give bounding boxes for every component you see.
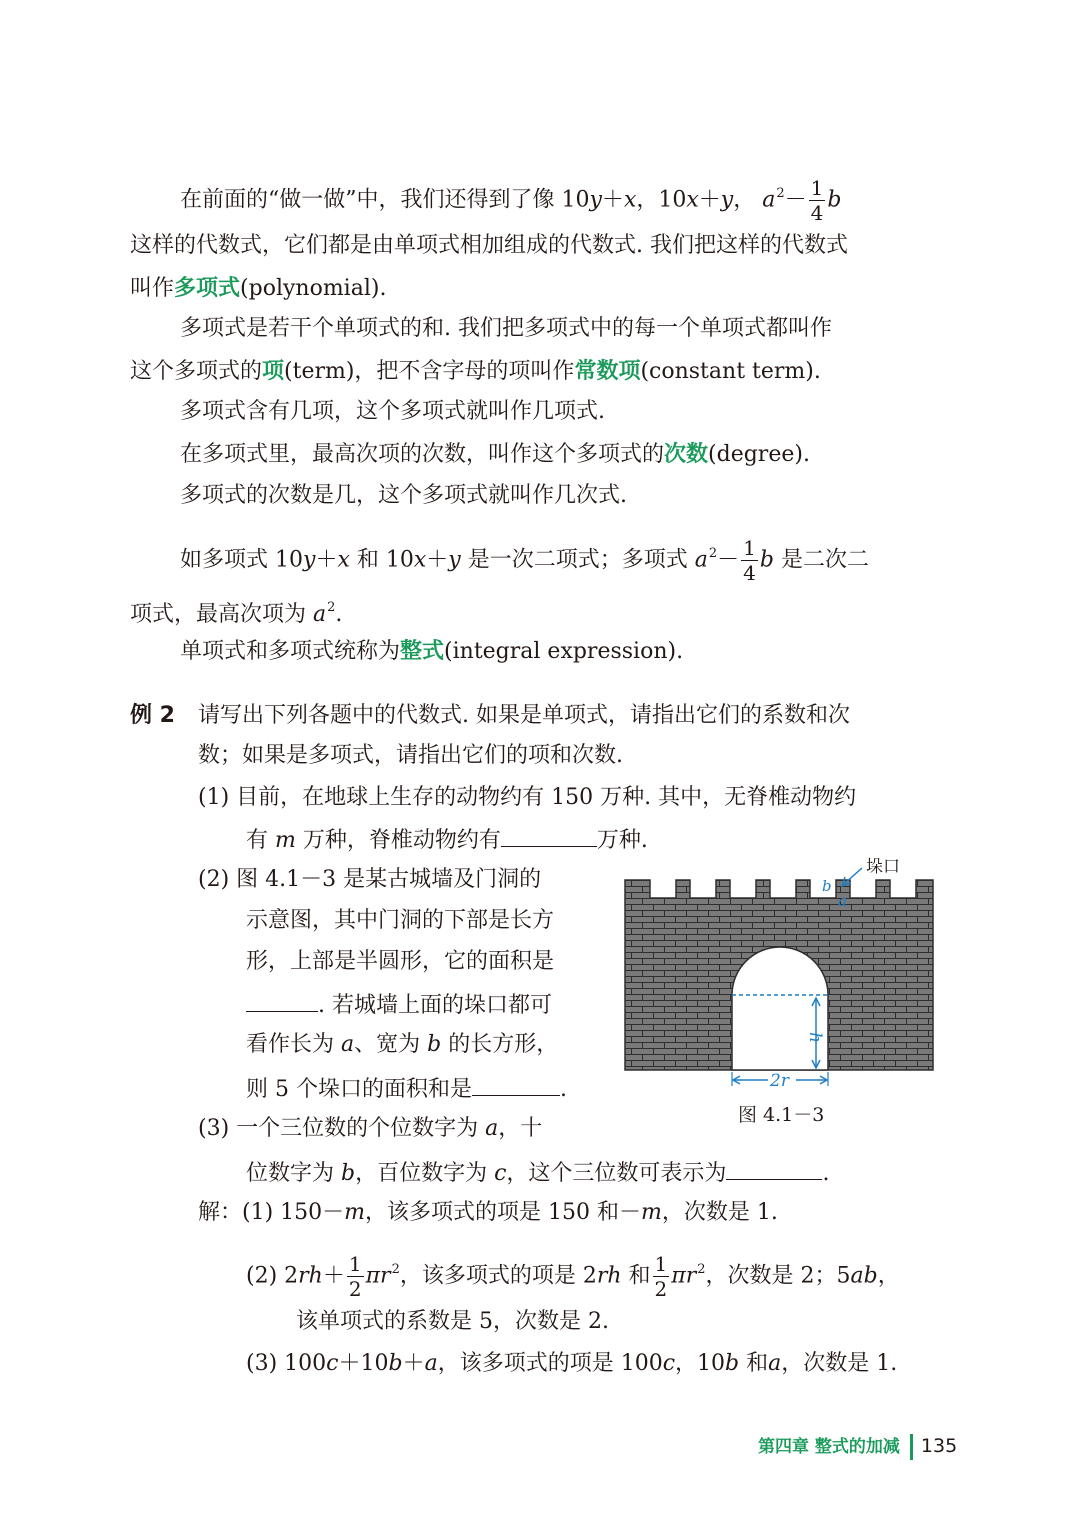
text: ，次数是 2；5 — [705, 1263, 851, 1289]
period: . — [559, 1077, 567, 1102]
var-rh: rh — [596, 1263, 622, 1289]
text: 是一次二项式；多项式 — [460, 547, 695, 573]
denominator: 4 — [743, 561, 756, 585]
q2-line6 — [246, 1071, 567, 1106]
para5: 多项式的次数是几，这个多项式就叫作几次式. — [180, 483, 627, 508]
text: 和 — [739, 1351, 769, 1376]
answer-blank-4 — [726, 1155, 822, 1180]
text: 位数字为 — [246, 1161, 341, 1186]
text: (term)，把不含字母的项叫作 — [284, 359, 575, 384]
text: 有 — [246, 828, 275, 853]
para6-line2 — [130, 592, 342, 631]
term-constant: 常数项 — [574, 358, 641, 384]
figure-caption: 图 4.1－3 — [738, 1104, 825, 1126]
para6-line1 — [180, 536, 869, 585]
var-y: y — [589, 187, 602, 213]
var-a: a — [485, 1116, 499, 1141]
plus: ＋ — [426, 547, 449, 573]
para7 — [180, 635, 683, 668]
numerator: 1 — [743, 536, 756, 560]
text: ＋10 — [338, 1351, 389, 1376]
example-line2: 数；如果是多项式，请指出它们的项和次数. — [198, 743, 623, 768]
text: ，10 — [636, 187, 687, 213]
solution-line2 — [246, 1252, 900, 1301]
denominator: 2 — [348, 1277, 362, 1301]
page-footer — [758, 1434, 957, 1460]
numerator: 1 — [654, 1252, 668, 1276]
denominator: 4 — [810, 201, 824, 225]
text: ，百位数字为 — [355, 1161, 495, 1186]
text: (constant term). — [640, 359, 821, 384]
text: 叫作 — [130, 276, 175, 301]
label-h: h — [805, 1032, 825, 1043]
var-x: x — [686, 187, 699, 213]
page-number: 135 — [920, 1435, 958, 1457]
var-a: a — [313, 602, 327, 627]
minus: － — [784, 187, 807, 213]
var-x: x — [623, 187, 637, 213]
fraction — [741, 536, 758, 585]
text: 在前面的“做一做”中，我们还得到了像 10 — [180, 187, 590, 213]
text: 万种. — [596, 828, 648, 853]
var-c: c — [326, 1351, 339, 1376]
exponent: 2 — [708, 545, 718, 561]
var-a: a — [762, 187, 776, 213]
exponent: 2 — [776, 185, 785, 201]
var-m: m — [275, 828, 296, 853]
plus: ＋ — [601, 187, 624, 213]
plus: ＋ — [402, 1351, 425, 1376]
chapter-title: 第四章 整式的加减 — [758, 1437, 900, 1457]
q2-line1: (2) 图 4.1－3 是某古城墙及门洞的 — [198, 867, 542, 892]
solution-line4 — [246, 1348, 897, 1380]
text: ，该多项式的项是 2 — [399, 1263, 597, 1289]
para3: 多项式含有几项，这个多项式就叫作几项式. — [180, 399, 605, 424]
var-m: m — [641, 1200, 662, 1225]
q1-line2 — [246, 822, 648, 857]
text: 如多项式 10 — [180, 547, 303, 573]
para2-line1: 多项式是若干个单项式的和. 我们把多项式中的每一个单项式都叫作 — [180, 316, 832, 341]
text: 在多项式里，最高次项的次数，叫作这个多项式的 — [180, 442, 665, 467]
text: ，10 — [675, 1351, 726, 1376]
crenel-pointer — [844, 868, 862, 884]
exponent: 2 — [327, 600, 336, 615]
term-integral: 整式 — [400, 638, 445, 664]
text: . 若城墙上面的垛口都可 — [318, 993, 552, 1018]
text: ，该多项式的项是 100 — [437, 1351, 663, 1376]
text: 、宽为 — [354, 1032, 428, 1057]
answer-blank-3 — [472, 1071, 560, 1096]
text: 这个多项式的 — [130, 359, 263, 384]
fraction — [653, 1252, 670, 1301]
var-y: y — [303, 547, 316, 573]
label-a: a — [838, 892, 847, 910]
var-ab: ab — [850, 1263, 878, 1289]
var-c: c — [662, 1351, 676, 1376]
text: 和 10 — [349, 547, 414, 573]
var-y: y — [720, 187, 734, 213]
exponent: 2 — [697, 1261, 706, 1277]
q2-line5 — [246, 1029, 558, 1061]
term-degree: 次数 — [664, 441, 709, 467]
text: ，该多项式的项是 150 和－ — [365, 1200, 642, 1225]
q2-line2: 示意图，其中门洞的下部是长方 — [246, 908, 555, 933]
comma: ， — [877, 1263, 900, 1289]
solution-line3: 该单项式的系数是 5，次数是 2. — [296, 1309, 609, 1334]
example-line1: 请写出下列各题中的代数式. 如果是单项式，请指出它们的系数和次 — [198, 703, 850, 728]
answer-blank-2 — [246, 987, 318, 1012]
var-a: a — [768, 1351, 782, 1376]
plus: ＋ — [698, 187, 721, 213]
var-pir: πr — [671, 1263, 697, 1289]
numerator: 1 — [810, 176, 824, 200]
var-a: a — [341, 1032, 355, 1057]
var-b: b — [759, 547, 774, 573]
city-wall-figure — [620, 850, 940, 1095]
var-rh: rh — [298, 1263, 323, 1289]
text: (integral expression). — [444, 639, 684, 664]
text: (2) 2 — [246, 1263, 299, 1289]
var-b: b — [341, 1161, 356, 1186]
text: 项式，最高次项为 — [130, 602, 313, 627]
var-m: m — [344, 1200, 366, 1225]
text: 看作长为 — [246, 1032, 341, 1057]
var-b: b — [725, 1351, 740, 1376]
gate-opening — [732, 947, 828, 1070]
fraction — [809, 176, 826, 225]
text: (3) 100 — [246, 1351, 327, 1376]
plus: ＋ — [322, 1263, 345, 1289]
period: . — [822, 1161, 830, 1186]
term-polynomial: 多项式 — [174, 275, 241, 301]
comma: ， — [733, 187, 756, 213]
text: ，次数是 1. — [781, 1351, 898, 1376]
denominator: 2 — [654, 1277, 668, 1301]
para2-line2 — [130, 355, 821, 388]
para1-line3 — [130, 272, 386, 305]
para1-line1 — [180, 176, 842, 225]
term-term: 项 — [262, 358, 285, 384]
text: 的长方形， — [441, 1032, 559, 1057]
label-b: b — [822, 877, 832, 895]
var-y: y — [448, 547, 461, 573]
text: (1) 150－ — [242, 1200, 345, 1225]
var-b: b — [388, 1351, 403, 1376]
text: (degree). — [708, 442, 810, 467]
period: . — [335, 602, 343, 627]
text: ，这个三位数可表示为 — [506, 1161, 727, 1186]
text: 和 — [621, 1263, 651, 1289]
q3-line1 — [198, 1113, 542, 1145]
var-b: b — [427, 1032, 442, 1057]
text: 单项式和多项式统称为 — [180, 639, 401, 664]
var-pir: πr — [365, 1263, 391, 1289]
minus: － — [717, 547, 740, 573]
label-crenel: 垛口 — [866, 857, 900, 877]
para4 — [180, 438, 810, 471]
var-x: x — [337, 547, 350, 573]
answer-blank-1 — [501, 822, 597, 847]
text: (3) 一个三位数的个位数字为 — [198, 1116, 486, 1141]
q2-line3: 形，上部是半圆形，它的面积是 — [246, 949, 555, 974]
text: 万种，脊椎动物约有 — [295, 828, 501, 853]
var-a: a — [424, 1351, 438, 1376]
label-2r: 2r — [770, 1071, 789, 1091]
para1-line2: 这样的代数式，它们都是由单项式相加组成的代数式. 我们把这样的代数式 — [130, 233, 848, 258]
q2-line4 — [246, 987, 552, 1022]
fraction — [347, 1252, 364, 1301]
footer-divider — [910, 1434, 913, 1460]
q1-line1: (1) 目前，在地球上生存的动物约有 150 万种. 其中，无脊椎动物约 — [198, 785, 857, 810]
var-x: x — [413, 547, 427, 573]
numerator: 1 — [348, 1252, 362, 1276]
text: (polynomial). — [240, 276, 387, 301]
text: 是二次二 — [773, 547, 869, 573]
exponent: 2 — [391, 1261, 400, 1277]
text: ，次数是 1. — [661, 1200, 778, 1225]
q3-line2 — [246, 1155, 829, 1190]
var-c: c — [494, 1161, 507, 1186]
plus: ＋ — [315, 547, 338, 573]
var-b: b — [827, 187, 842, 213]
var-a: a — [694, 547, 708, 573]
text: ，十 — [498, 1116, 543, 1141]
text: 则 5 个垛口的面积和是 — [246, 1077, 472, 1102]
solution-label: 解： — [198, 1200, 243, 1225]
solution-line1 — [198, 1197, 778, 1229]
example-label: 例 2 — [130, 703, 175, 728]
